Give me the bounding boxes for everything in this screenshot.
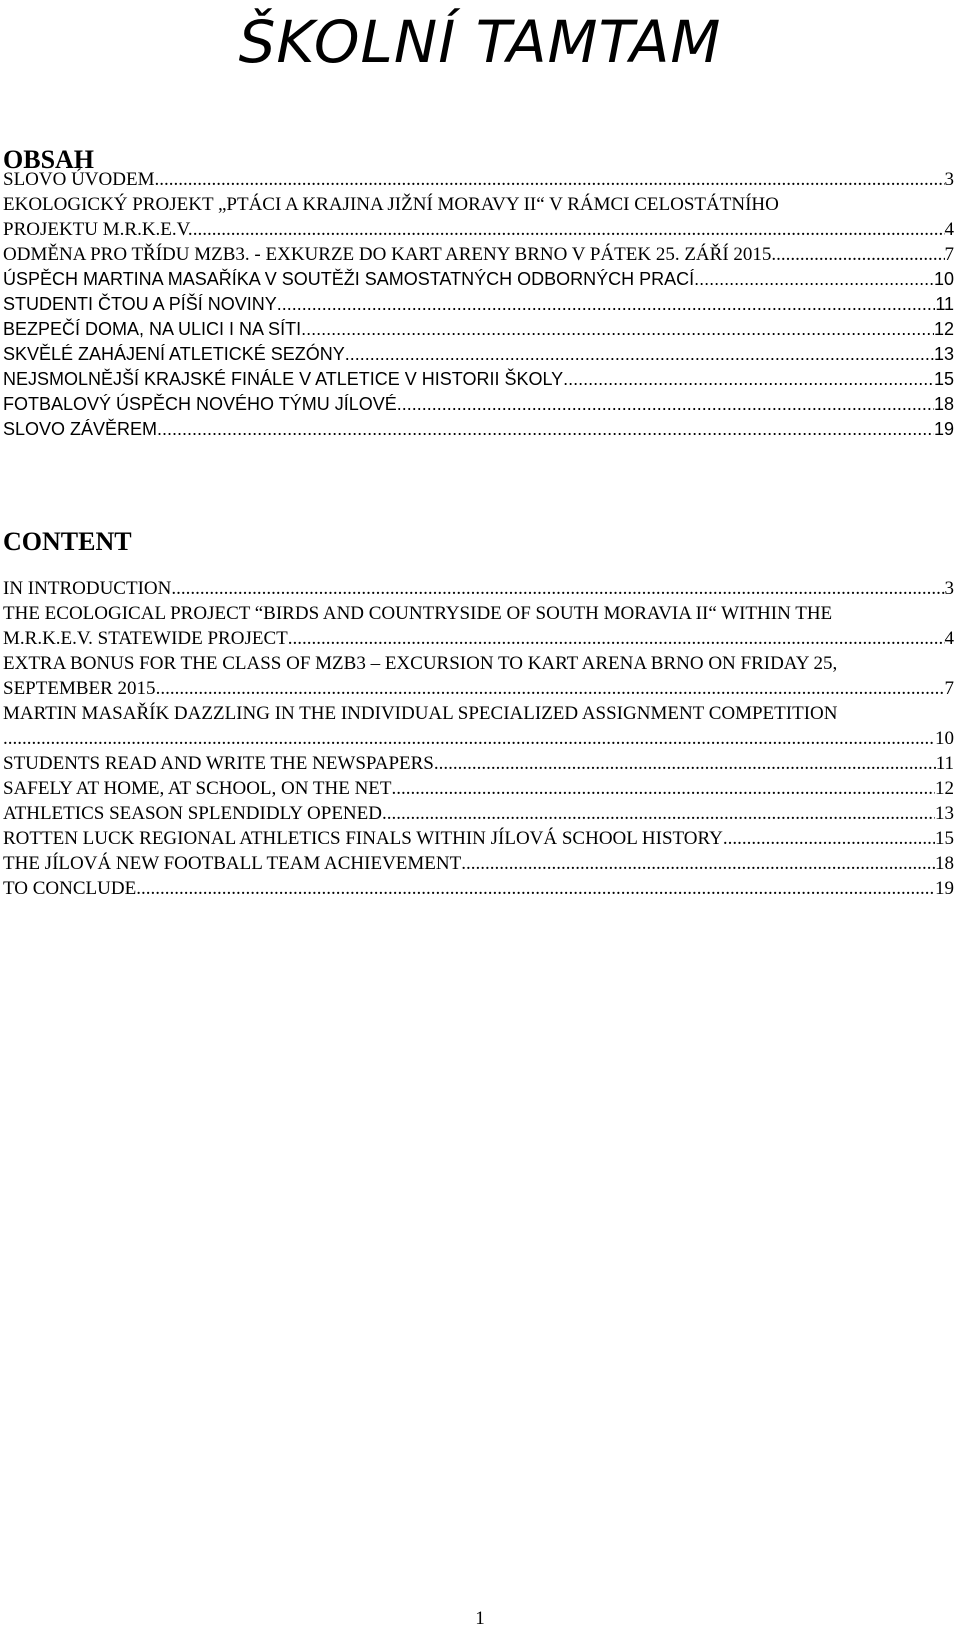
toc-entry-page: 7 bbox=[944, 678, 954, 699]
toc-entry-title-line: MARTIN MASAŘÍK DAZZLING IN THE INDIVIDUAL SPECIALIZED ASSIGNMENT COMPETITION bbox=[3, 703, 838, 724]
toc-entry-page: 10 bbox=[933, 269, 954, 289]
toc-entry-title: M.R.K.E.V. STATEWIDE PROJECT bbox=[3, 628, 288, 649]
dot-leader bbox=[3, 726, 935, 751]
toc-entry[interactable] bbox=[3, 751, 954, 776]
dot-leader bbox=[288, 626, 945, 651]
toc-entry[interactable] bbox=[3, 851, 954, 876]
toc-entry-page: 4 bbox=[944, 628, 954, 649]
toc-entry-page: 15 bbox=[933, 369, 954, 389]
toc-entry-title-line: EKOLOGICKÝ PROJEKT „PTÁCI A KRAJINA JIŽNÍ MORAVY II“ V RÁMCI CELOSTÁTNÍHO bbox=[3, 194, 779, 215]
toc-entry-page: 11 bbox=[935, 294, 954, 314]
toc-entry-page: 18 bbox=[933, 394, 954, 414]
toc-entry-page: 12 bbox=[933, 319, 954, 339]
dot-leader bbox=[771, 242, 944, 267]
toc-entry-title: PROJEKTU M.R.K.E.V. bbox=[3, 219, 193, 240]
toc-entry-title: ODMĚNA PRO TŘÍDU MZB3. - EXKURZE DO KART ARENY BRNO V PÁTEK 25. ZÁŘÍ 2015 bbox=[3, 244, 772, 265]
toc-entry[interactable] bbox=[3, 826, 954, 851]
toc-entry-page: 11 bbox=[935, 753, 954, 774]
toc-entry[interactable] bbox=[3, 601, 954, 651]
dot-leader bbox=[397, 392, 934, 417]
toc-entry-title: SAFELY AT HOME, AT SCHOOL, ON THE NET bbox=[3, 778, 392, 799]
toc-entry[interactable] bbox=[3, 267, 954, 292]
toc-entry[interactable] bbox=[3, 651, 954, 701]
toc-entry[interactable] bbox=[3, 701, 954, 751]
toc-entry-title: ROTTEN LUCK REGIONAL ATHLETICS FINALS WITHIN JÍLOVÁ SCHOOL HISTORY bbox=[3, 828, 723, 849]
toc-entry[interactable] bbox=[3, 367, 954, 392]
toc-entry-title: ATHLETICS SEASON SPLENDIDLY OPENED bbox=[3, 803, 382, 824]
toc-entry-title: SKVĚLÉ ZAHÁJENÍ ATLETICKÉ SEZÓNY bbox=[3, 344, 345, 364]
toc-entry-page: 7 bbox=[944, 244, 954, 265]
dot-leader bbox=[277, 292, 936, 317]
toc-entry-page: 3 bbox=[944, 578, 954, 599]
dot-leader bbox=[694, 267, 934, 292]
toc-entry[interactable] bbox=[3, 801, 954, 826]
toc-entry-page: 4 bbox=[944, 219, 954, 240]
toc-list-english bbox=[3, 576, 954, 901]
toc-entry-page: 19 bbox=[935, 878, 954, 899]
toc-entry-page: 3 bbox=[944, 169, 954, 190]
dot-leader bbox=[382, 801, 935, 826]
toc-entry[interactable] bbox=[3, 167, 954, 192]
dot-leader bbox=[193, 217, 945, 242]
toc-entry[interactable] bbox=[3, 292, 954, 317]
toc-entry-title: ÚSPĚCH MARTINA MASAŘÍKA V SOUTĚŽI SAMOSTATNÝCH ODBORNÝCH PRACÍ bbox=[3, 269, 695, 289]
dot-leader bbox=[136, 876, 935, 901]
toc-entry-title: NEJSMOLNĚJŠÍ KRAJSKÉ FINÁLE V ATLETICE V HISTORII ŠKOLY bbox=[3, 369, 564, 389]
dot-leader bbox=[345, 342, 934, 367]
toc-entry-title: SEPTEMBER 2015 bbox=[3, 678, 156, 699]
dot-leader bbox=[434, 751, 936, 776]
toc-entry-page: 12 bbox=[935, 778, 954, 799]
toc-entry[interactable] bbox=[3, 392, 954, 417]
toc-entry-title: THE JÍLOVÁ NEW FOOTBALL TEAM ACHIEVEMENT bbox=[3, 853, 462, 874]
toc-entry[interactable] bbox=[3, 317, 954, 342]
toc-entry-page: 19 bbox=[933, 419, 954, 439]
toc-heading-czech: OBSAH bbox=[3, 145, 95, 174]
page-number: 1 bbox=[475, 1608, 485, 1629]
dot-leader bbox=[301, 317, 934, 342]
toc-entry[interactable] bbox=[3, 242, 954, 267]
toc-entry-title: STUDENTI ČTOU A PÍŠÍ NOVINY bbox=[3, 294, 277, 314]
toc-entry-title: FOTBALOVÝ ÚSPĚCH NOVÉHO TÝMU JÍLOVÉ bbox=[3, 394, 397, 414]
toc-entry-title: BEZPEČÍ DOMA, NA ULICI I NA SÍTI bbox=[3, 319, 302, 339]
toc-entry-page: 13 bbox=[935, 803, 954, 824]
toc-entry[interactable] bbox=[3, 192, 954, 242]
dot-leader bbox=[154, 167, 944, 192]
toc-entry[interactable] bbox=[3, 342, 954, 367]
dot-leader bbox=[157, 417, 934, 442]
toc-entry-title: STUDENTS READ AND WRITE THE NEWSPAPERS bbox=[3, 753, 434, 774]
toc-entry[interactable] bbox=[3, 776, 954, 801]
dot-leader bbox=[723, 826, 935, 851]
toc-entry-page: 13 bbox=[933, 344, 954, 364]
toc-entry-page: 15 bbox=[935, 828, 954, 849]
toc-entry-page: 10 bbox=[935, 728, 954, 749]
toc-entry-title: SLOVO ZÁVĚREM bbox=[3, 419, 158, 439]
toc-entry-title-line: EXTRA BONUS FOR THE CLASS OF MZB3 – EXCURSION TO KART ARENA BRNO ON FRIDAY 25, bbox=[3, 653, 838, 674]
dot-leader bbox=[171, 576, 944, 601]
toc-entry[interactable] bbox=[3, 576, 954, 601]
dot-leader bbox=[563, 367, 934, 392]
toc-heading-english: CONTENT bbox=[3, 527, 132, 556]
toc-list-czech bbox=[3, 167, 954, 442]
toc-entry-page: 18 bbox=[935, 853, 954, 874]
toc-entry[interactable] bbox=[3, 417, 954, 442]
toc-entry-title: IN INTRODUCTION bbox=[3, 578, 172, 599]
dot-leader bbox=[461, 851, 935, 876]
document-title: ŠKOLNÍ TAMTAM bbox=[238, 8, 722, 76]
toc-entry[interactable] bbox=[3, 876, 954, 901]
toc-entry-title: TO CONCLUDE bbox=[3, 878, 137, 899]
toc-entry-title-line: THE ECOLOGICAL PROJECT “BIRDS AND COUNTRYSIDE OF SOUTH MORAVIA II“ WITHIN THE bbox=[3, 603, 833, 624]
dot-leader bbox=[156, 676, 945, 701]
dot-leader bbox=[392, 776, 935, 801]
toc-entry-title: SLOVO ÚVODEM bbox=[3, 169, 155, 190]
